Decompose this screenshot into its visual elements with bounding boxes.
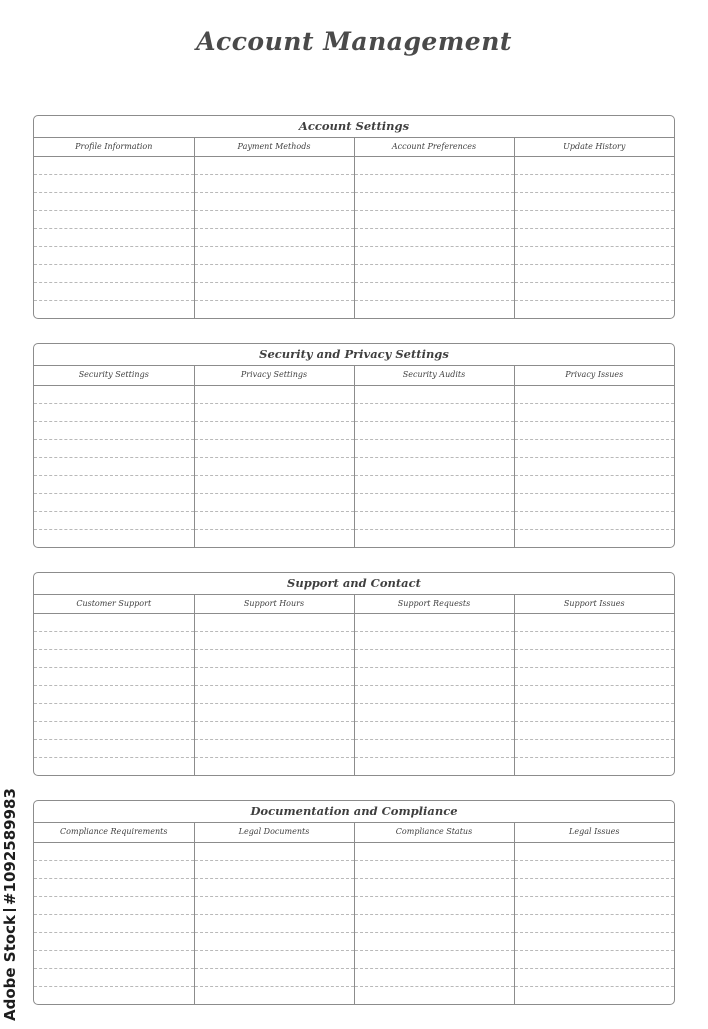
table-cell[interactable] <box>194 193 354 211</box>
table-cell[interactable] <box>194 614 354 632</box>
table-cell[interactable] <box>514 704 674 722</box>
table-cell[interactable] <box>354 668 514 686</box>
table-cell[interactable] <box>194 493 354 511</box>
table-cell[interactable] <box>514 740 674 758</box>
table-cell[interactable] <box>194 247 354 265</box>
data-table <box>34 138 674 319</box>
table-cell[interactable] <box>354 157 514 175</box>
table-cell[interactable] <box>194 650 354 668</box>
column-header: Customer Support <box>34 595 194 614</box>
table-cell[interactable] <box>34 421 194 439</box>
table-cell[interactable] <box>194 986 354 1004</box>
table-row <box>34 758 674 776</box>
table-cell[interactable] <box>354 211 514 229</box>
table-cell[interactable] <box>354 632 514 650</box>
column-header: Payment Methods <box>194 138 354 157</box>
table-block <box>33 343 675 547</box>
table-cell[interactable] <box>34 175 194 193</box>
table-cell[interactable] <box>34 740 194 758</box>
table-cell[interactable] <box>514 439 674 457</box>
table-header-row <box>34 366 674 385</box>
table-row <box>34 439 674 457</box>
table-header-row <box>34 823 674 842</box>
table-cell[interactable] <box>514 529 674 547</box>
table-block <box>33 800 675 1004</box>
table-cell[interactable] <box>194 403 354 421</box>
table-cell[interactable] <box>34 193 194 211</box>
table-cell[interactable] <box>354 686 514 704</box>
table-block <box>33 115 675 319</box>
table-cell[interactable] <box>354 860 514 878</box>
table-cell[interactable] <box>354 511 514 529</box>
table-cell[interactable] <box>194 740 354 758</box>
table-cell[interactable] <box>194 475 354 493</box>
table-cell[interactable] <box>194 914 354 932</box>
table-cell[interactable] <box>514 860 674 878</box>
table-row <box>34 722 674 740</box>
table-cell[interactable] <box>194 668 354 686</box>
table-cell[interactable] <box>34 878 194 896</box>
table-cell[interactable] <box>514 511 674 529</box>
table-cell[interactable] <box>514 385 674 403</box>
table-row <box>34 265 674 283</box>
table-cell[interactable] <box>514 968 674 986</box>
table-row <box>34 632 674 650</box>
table-cell[interactable] <box>514 193 674 211</box>
table-cell[interactable] <box>194 860 354 878</box>
column-header: Security Audits <box>354 366 514 385</box>
table-row <box>34 686 674 704</box>
table-cell[interactable] <box>34 385 194 403</box>
table-cell[interactable] <box>34 932 194 950</box>
table-row <box>34 403 674 421</box>
table-row <box>34 932 674 950</box>
table-cell[interactable] <box>194 457 354 475</box>
table-cell[interactable] <box>34 860 194 878</box>
table-cell[interactable] <box>354 758 514 776</box>
table-cell[interactable] <box>194 157 354 175</box>
table-cell[interactable] <box>194 950 354 968</box>
table-cell[interactable] <box>354 421 514 439</box>
table-cell[interactable] <box>34 301 194 319</box>
table-cell[interactable] <box>194 704 354 722</box>
table-cell[interactable] <box>194 686 354 704</box>
table-cell[interactable] <box>34 950 194 968</box>
table-cell[interactable] <box>514 686 674 704</box>
form-sheet <box>33 115 675 1029</box>
column-header: Profile Information <box>34 138 194 157</box>
table-cell[interactable] <box>514 722 674 740</box>
table-cell[interactable] <box>194 439 354 457</box>
table-cell[interactable] <box>514 247 674 265</box>
table-cell[interactable] <box>354 229 514 247</box>
table-row <box>34 914 674 932</box>
table-cell[interactable] <box>354 265 514 283</box>
table-row <box>34 740 674 758</box>
column-header: Support Hours <box>194 595 354 614</box>
table-cell[interactable] <box>194 529 354 547</box>
table-row <box>34 301 674 319</box>
table-cell[interactable] <box>34 668 194 686</box>
table-title: Support and Contact <box>34 573 674 595</box>
table-cell[interactable] <box>34 229 194 247</box>
table-cell[interactable] <box>514 950 674 968</box>
table-cell[interactable] <box>194 229 354 247</box>
table-cell[interactable] <box>354 475 514 493</box>
table-cell[interactable] <box>354 740 514 758</box>
table-cell[interactable] <box>514 986 674 1004</box>
table-cell[interactable] <box>34 722 194 740</box>
data-table <box>34 366 674 547</box>
table-row <box>34 968 674 986</box>
data-table <box>34 595 674 776</box>
table-cell[interactable] <box>354 529 514 547</box>
stock-asset-id: #1092589983 <box>1 788 19 906</box>
table-cell[interactable] <box>514 229 674 247</box>
table-row <box>34 175 674 193</box>
table-cell[interactable] <box>194 878 354 896</box>
table-row <box>34 385 674 403</box>
table-cell[interactable] <box>34 211 194 229</box>
table-cell[interactable] <box>514 457 674 475</box>
table-cell[interactable] <box>514 265 674 283</box>
table-row <box>34 860 674 878</box>
table-cell[interactable] <box>514 758 674 776</box>
table-cell[interactable] <box>34 475 194 493</box>
table-row <box>34 157 674 175</box>
table-cell[interactable] <box>354 878 514 896</box>
table-cell[interactable] <box>514 493 674 511</box>
table-cell[interactable] <box>34 686 194 704</box>
table-block <box>33 572 675 776</box>
table-cell[interactable] <box>194 265 354 283</box>
table-cell[interactable] <box>34 511 194 529</box>
table-cell[interactable] <box>514 301 674 319</box>
table-cell[interactable] <box>354 614 514 632</box>
table-cell[interactable] <box>34 614 194 632</box>
table-cell[interactable] <box>354 385 514 403</box>
table-cell[interactable] <box>514 878 674 896</box>
table-cell[interactable] <box>34 632 194 650</box>
table-cell[interactable] <box>34 403 194 421</box>
table-cell[interactable] <box>514 932 674 950</box>
table-cell[interactable] <box>34 842 194 860</box>
table-row <box>34 650 674 668</box>
table-cell[interactable] <box>194 511 354 529</box>
table-cell[interactable] <box>354 932 514 950</box>
table-row <box>34 511 674 529</box>
table-cell[interactable] <box>354 722 514 740</box>
table-cell[interactable] <box>34 986 194 1004</box>
table-cell[interactable] <box>354 986 514 1004</box>
table-row <box>34 211 674 229</box>
table-row <box>34 475 674 493</box>
table-cell[interactable] <box>34 457 194 475</box>
table-cell[interactable] <box>34 529 194 547</box>
table-cell[interactable] <box>34 265 194 283</box>
table-cell[interactable] <box>34 283 194 301</box>
column-header: Privacy Issues <box>514 366 674 385</box>
table-cell[interactable] <box>514 283 674 301</box>
column-header: Privacy Settings <box>194 366 354 385</box>
table-row <box>34 986 674 1004</box>
table-cell[interactable] <box>34 758 194 776</box>
table-title: Account Settings <box>34 116 674 138</box>
table-cell[interactable] <box>194 283 354 301</box>
table-cell[interactable] <box>354 950 514 968</box>
table-cell[interactable] <box>514 614 674 632</box>
table-cell[interactable] <box>354 301 514 319</box>
table-cell[interactable] <box>354 439 514 457</box>
stock-watermark <box>1 761 19 1021</box>
table-row <box>34 529 674 547</box>
table-cell[interactable] <box>194 968 354 986</box>
table-title: Documentation and Compliance <box>34 801 674 823</box>
table-cell[interactable] <box>194 211 354 229</box>
column-header: Compliance Requirements <box>34 823 194 842</box>
table-row <box>34 421 674 439</box>
table-cell[interactable] <box>34 914 194 932</box>
table-row <box>34 950 674 968</box>
column-header: Account Preferences <box>354 138 514 157</box>
table-cell[interactable] <box>34 896 194 914</box>
stock-brand: Adobe Stock <box>1 915 19 1021</box>
table-cell[interactable] <box>194 932 354 950</box>
table-cell[interactable] <box>354 193 514 211</box>
table-cell[interactable] <box>514 421 674 439</box>
table-row <box>34 878 674 896</box>
table-row <box>34 193 674 211</box>
table-cell[interactable] <box>514 896 674 914</box>
table-row <box>34 283 674 301</box>
table-cell[interactable] <box>34 493 194 511</box>
table-cell[interactable] <box>194 175 354 193</box>
table-cell[interactable] <box>514 650 674 668</box>
table-cell[interactable] <box>354 650 514 668</box>
column-header: Update History <box>514 138 674 157</box>
table-row <box>34 704 674 722</box>
table-header-row <box>34 138 674 157</box>
table-cell[interactable] <box>194 632 354 650</box>
table-cell[interactable] <box>354 968 514 986</box>
table-cell[interactable] <box>514 914 674 932</box>
table-cell[interactable] <box>354 403 514 421</box>
table-cell[interactable] <box>354 914 514 932</box>
page-title: Account Management <box>196 27 512 56</box>
table-cell[interactable] <box>354 457 514 475</box>
column-header: Legal Issues <box>514 823 674 842</box>
table-cell[interactable] <box>514 403 674 421</box>
table-cell[interactable] <box>514 475 674 493</box>
table-cell[interactable] <box>514 632 674 650</box>
table-cell[interactable] <box>354 283 514 301</box>
watermark-divider <box>3 909 16 911</box>
table-cell[interactable] <box>194 421 354 439</box>
table-cell[interactable] <box>194 758 354 776</box>
table-cell[interactable] <box>354 896 514 914</box>
table-row <box>34 247 674 265</box>
table-cell[interactable] <box>354 493 514 511</box>
table-cell[interactable] <box>34 439 194 457</box>
table-cell[interactable] <box>34 650 194 668</box>
table-cell[interactable] <box>194 385 354 403</box>
table-header-row <box>34 595 674 614</box>
table-cell[interactable] <box>194 301 354 319</box>
table-title: Security and Privacy Settings <box>34 344 674 366</box>
table-cell[interactable] <box>514 211 674 229</box>
column-header: Support Requests <box>354 595 514 614</box>
table-cell[interactable] <box>514 157 674 175</box>
table-row <box>34 229 674 247</box>
column-header: Compliance Status <box>354 823 514 842</box>
column-header: Legal Documents <box>194 823 354 842</box>
table-row <box>34 457 674 475</box>
table-cell[interactable] <box>514 668 674 686</box>
table-row <box>34 842 674 860</box>
column-header: Security Settings <box>34 366 194 385</box>
table-cell[interactable] <box>354 842 514 860</box>
table-row <box>34 614 674 632</box>
table-cell[interactable] <box>354 704 514 722</box>
table-cell[interactable] <box>354 247 514 265</box>
column-header: Support Issues <box>514 595 674 614</box>
table-cell[interactable] <box>194 722 354 740</box>
table-cell[interactable] <box>34 247 194 265</box>
data-table <box>34 823 674 1004</box>
table-cell[interactable] <box>34 157 194 175</box>
table-cell[interactable] <box>514 842 674 860</box>
table-cell[interactable] <box>514 175 674 193</box>
table-cell[interactable] <box>34 704 194 722</box>
table-row <box>34 896 674 914</box>
table-cell[interactable] <box>354 175 514 193</box>
table-cell[interactable] <box>194 896 354 914</box>
table-row <box>34 668 674 686</box>
table-cell[interactable] <box>34 968 194 986</box>
table-row <box>34 493 674 511</box>
table-cell[interactable] <box>194 842 354 860</box>
